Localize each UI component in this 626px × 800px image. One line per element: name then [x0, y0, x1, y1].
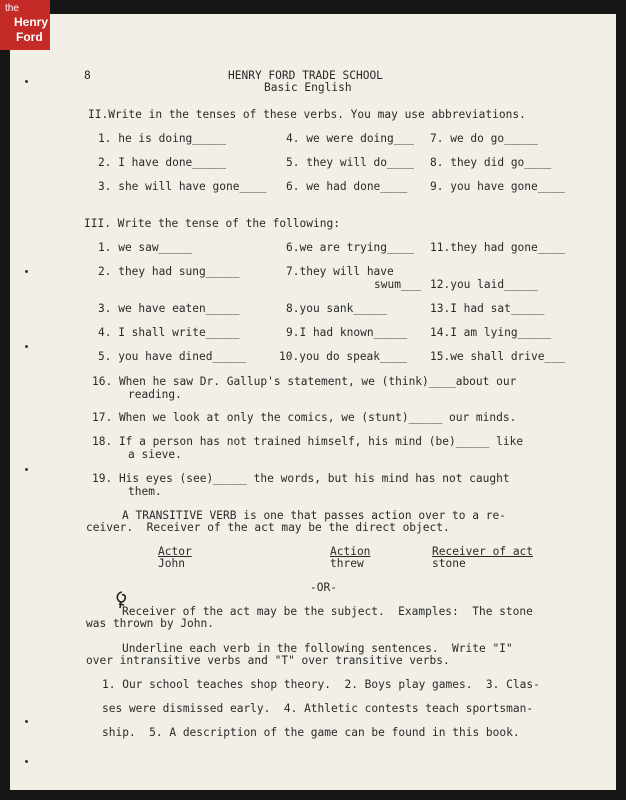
table-value-actor: John: [158, 557, 185, 570]
exercise-item: 2. I have done_____: [98, 156, 226, 169]
table-value-receiver: stone: [432, 557, 466, 570]
exercise-item: 8. they did go____: [430, 156, 552, 169]
exercise-item: 4. we were doing___: [286, 132, 414, 145]
exercise-item: 9. you have gone____: [430, 180, 565, 193]
exercise-item: 14.I am lying_____: [430, 326, 552, 339]
school-title: HENRY FORD TRADE SCHOOL: [228, 69, 383, 82]
exercise-item: 3. we have eaten_____: [98, 302, 240, 315]
exercise-item: 4. I shall write_____: [98, 326, 240, 339]
exercise-item: 5. you have dined_____: [98, 350, 247, 363]
exercise-instruction: Underline each verb in the following sentences. Write "I": [122, 642, 513, 655]
exercise-item: 7. we do go_____: [430, 132, 538, 145]
exercise-item: 9.I had known_____: [286, 326, 408, 339]
exercise-item: 3. she will have gone____: [98, 180, 267, 193]
subject-title: Basic English: [264, 81, 352, 94]
exercise-sentence: 1. Our school teaches shop theory. 2. Boys play games. 3. Clas-: [102, 678, 540, 691]
exercise-item: 11.they had gone____: [430, 241, 565, 254]
binder-hole-mark: [25, 720, 28, 723]
logo-text: Ford: [16, 30, 43, 44]
binder-hole-mark: [25, 270, 28, 273]
table-header-action: Action: [330, 545, 371, 558]
or-separator: -OR-: [310, 581, 337, 594]
exercise-item: 8.you sank_____: [286, 302, 388, 315]
numbered-sentence: a sieve.: [128, 448, 182, 461]
section-2-instruction: II.Write in the tenses of these verbs. You may use abbreviations.: [88, 108, 526, 121]
exercise-item: swum___: [374, 278, 422, 291]
exercise-item: 2. they had sung_____: [98, 265, 240, 278]
binder-hole-mark: [25, 345, 28, 348]
document-page: [10, 14, 616, 790]
exercise-item: 1. we saw_____: [98, 241, 193, 254]
numbered-sentence: 19. His eyes (see)_____ the words, but his mind has not caught: [92, 472, 510, 485]
exercise-instruction: over intransitive verbs and "T" over transitive verbs.: [86, 654, 450, 667]
exercise-sentence: ship. 5. A description of the game can be found in this book.: [102, 726, 520, 739]
logo-text: the: [5, 3, 19, 14]
numbered-sentence: 17. When we look at only the comics, we (stunt)_____ our minds.: [92, 411, 517, 424]
exercise-item: 6. we had done____: [286, 180, 408, 193]
exercise-item: 13.I had sat_____: [430, 302, 545, 315]
table-value-action: threw: [330, 557, 364, 570]
exercise-sentence: ses were dismissed early. 4. Athletic contests teach sportsman-: [102, 702, 534, 715]
exercise-item: 6.we are trying____: [286, 241, 414, 254]
logo-text: Henry: [14, 15, 49, 29]
binder-hole-mark: [25, 468, 28, 471]
table-header-receiver: Receiver of act: [432, 545, 534, 558]
binder-hole-mark: [25, 760, 28, 763]
exercise-item: 1. he is doing_____: [98, 132, 226, 145]
definition-text: ceiver. Receiver of the act may be the direct object.: [86, 521, 450, 534]
numbered-sentence: them.: [128, 485, 162, 498]
exercise-item: 12.you laid_____: [430, 278, 538, 291]
example-text: was thrown by John.: [86, 617, 214, 630]
henry-ford-logo: [0, 0, 50, 50]
table-header-actor: Actor: [158, 545, 192, 558]
numbered-sentence: 18. If a person has not trained himself, his mind (be)_____ like: [92, 435, 524, 448]
binder-hole-mark: [25, 80, 28, 83]
exercise-item: 7.they will have: [286, 265, 394, 278]
exercise-item: 5. they will do____: [286, 156, 414, 169]
example-text: Receiver of the act may be the subject. Examples: The stone: [122, 605, 533, 618]
numbered-sentence: 16. When he saw Dr. Gallup's statement, we (think)____about our: [92, 375, 517, 388]
exercise-item: 10.you do speak____: [279, 350, 407, 363]
section-3-instruction: III. Write the tense of the following:: [84, 217, 340, 230]
numbered-sentence: reading.: [128, 388, 182, 401]
exercise-item: 15.we shall drive___: [430, 350, 565, 363]
definition-text: A TRANSITIVE VERB is one that passes action over to a re-: [122, 509, 506, 522]
page-number: 8: [84, 69, 91, 82]
